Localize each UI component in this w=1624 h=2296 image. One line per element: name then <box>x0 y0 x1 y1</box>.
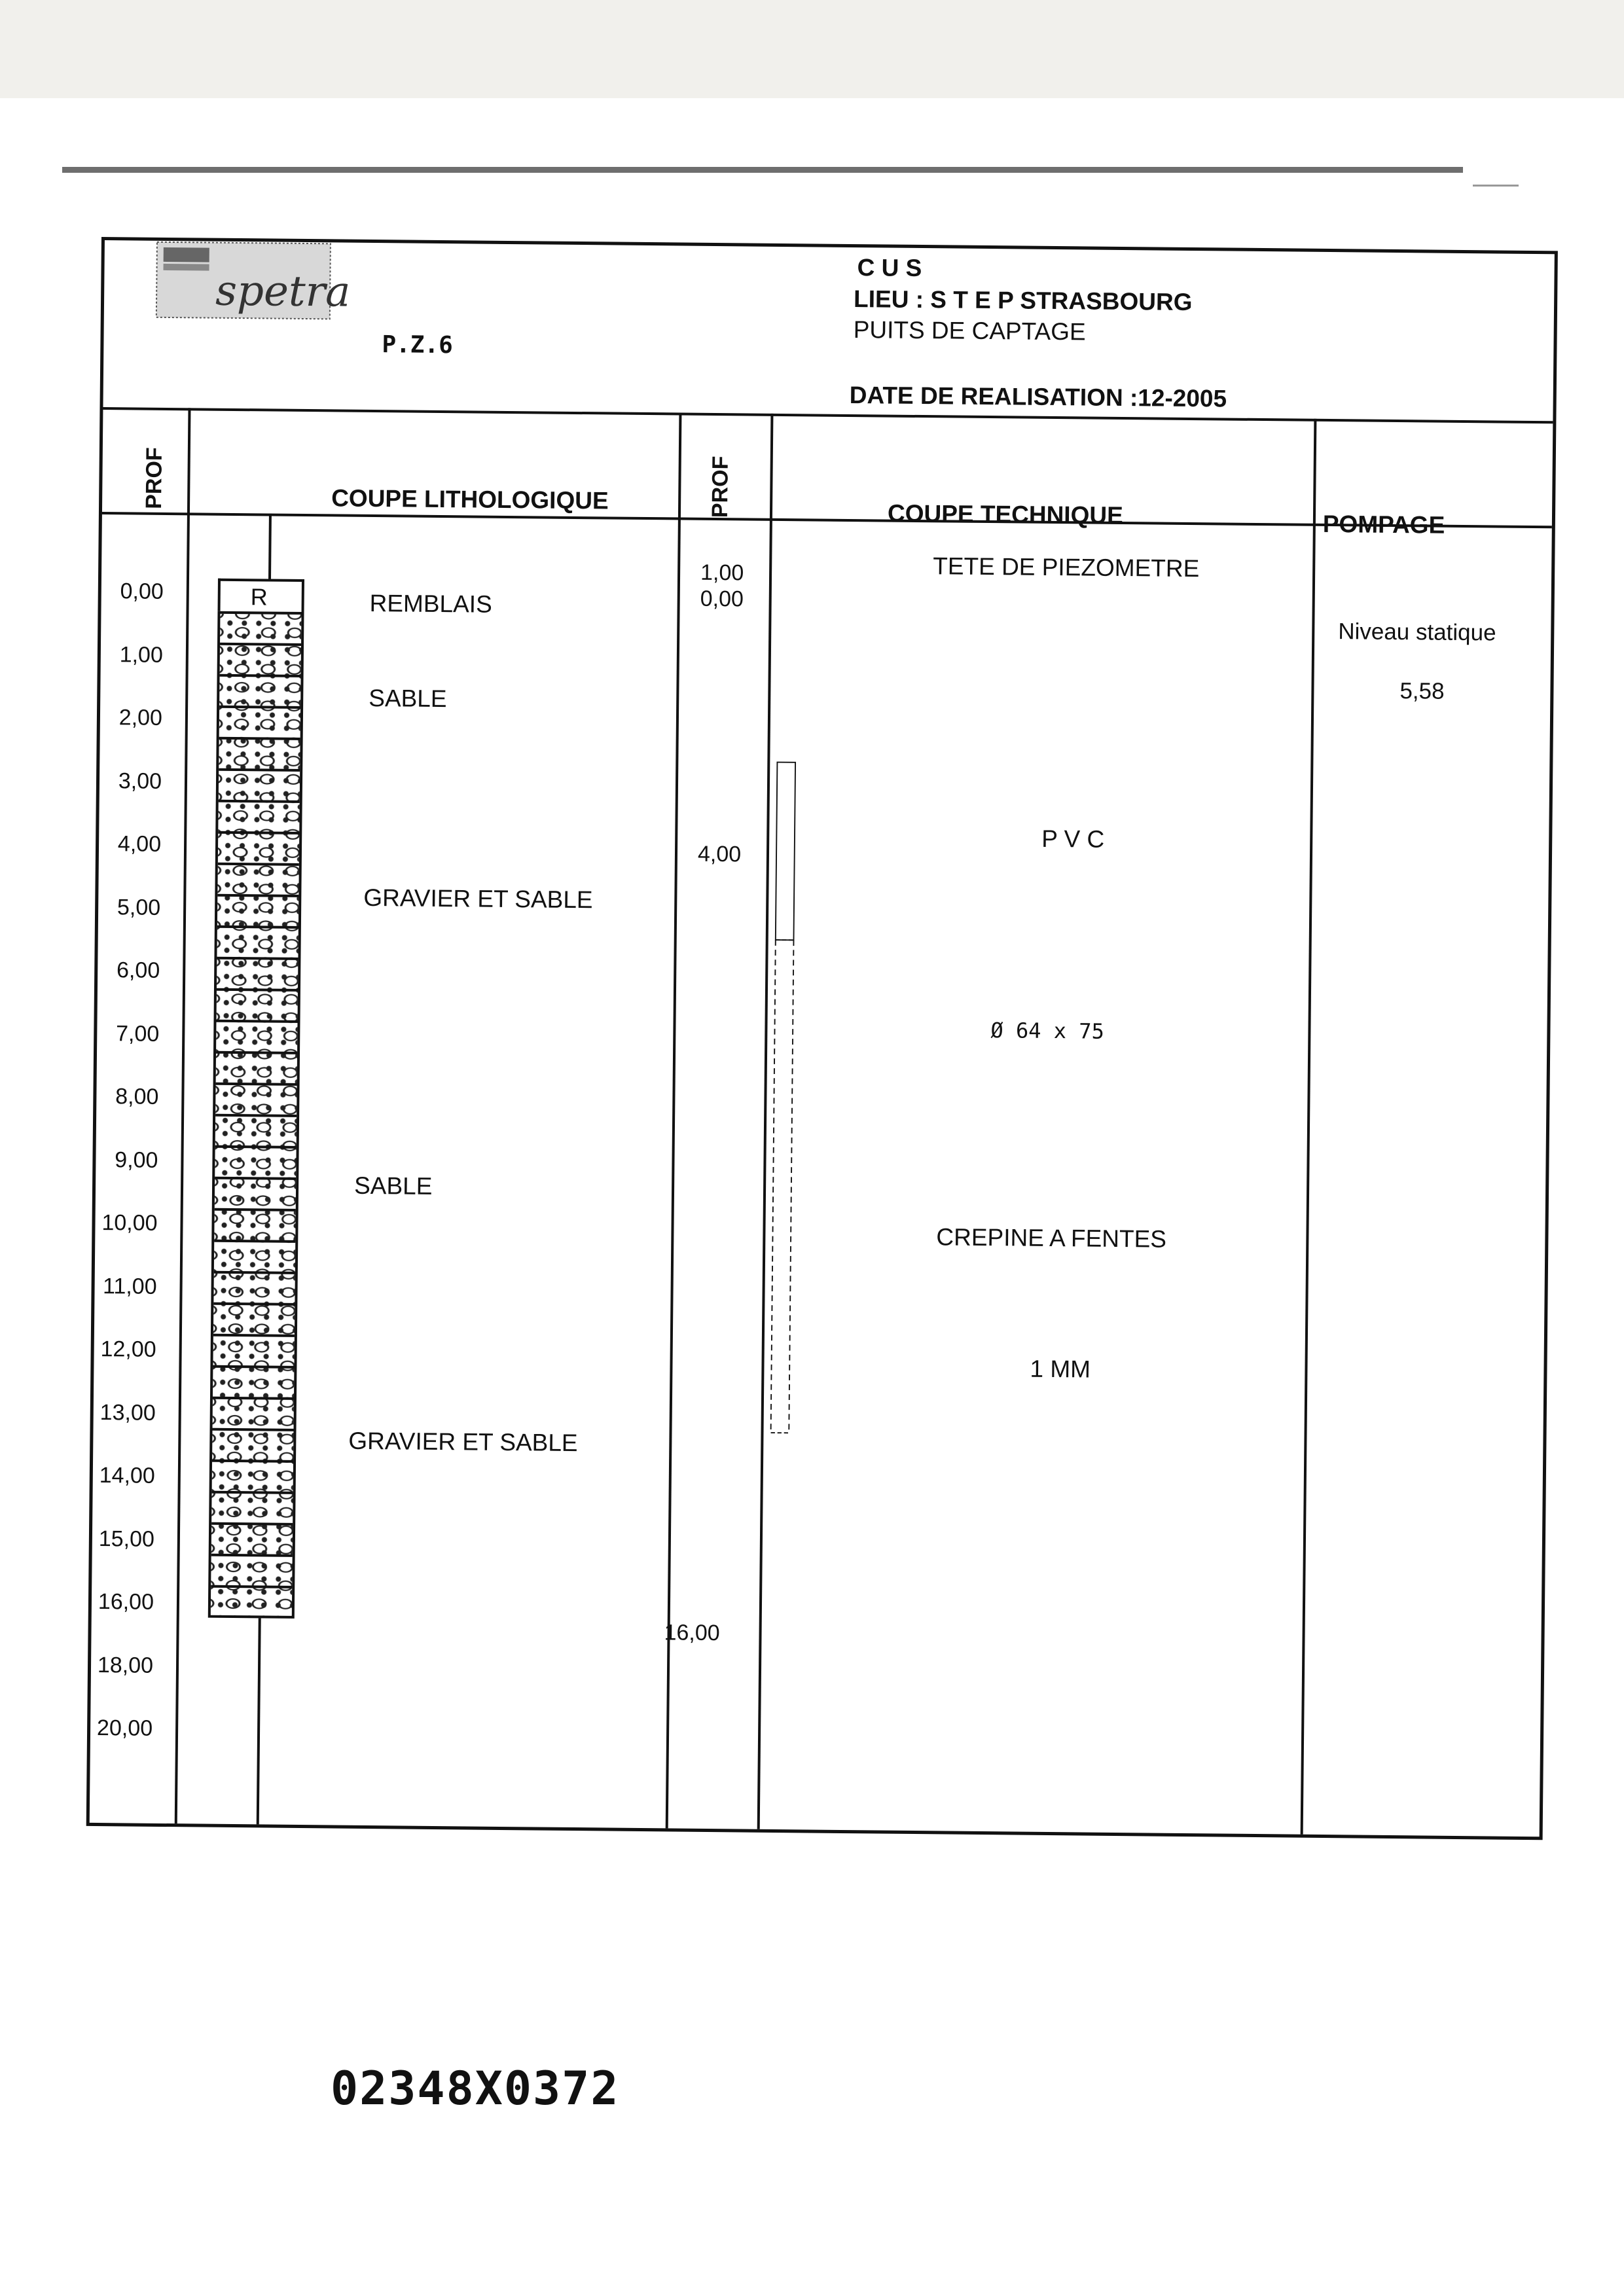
depth-tick-label: 15,00 <box>98 1526 155 1552</box>
litho-header: COUPE LITHOLOGIQUE <box>331 484 609 514</box>
depth-tick-label: 9,00 <box>115 1147 158 1173</box>
header-rule <box>62 167 1463 173</box>
depth-tick-label: 16,00 <box>98 1589 154 1615</box>
litho-label-gravier-2: GRAVIER ET SABLE <box>348 1427 578 1457</box>
technique-divider <box>1301 419 1317 1835</box>
screen-right-wall <box>789 940 793 1433</box>
piezometer-head: TETE DE PIEZOMETRE <box>933 552 1200 583</box>
company-logo <box>156 242 351 319</box>
screen-type: CREPINE A FENTES <box>936 1223 1167 1253</box>
location: LIEU : S T E P STRASBOURG <box>853 285 1193 316</box>
depth-tick-label: 0,00 <box>120 579 164 604</box>
prof-left-divider <box>175 408 191 1823</box>
depth-tick-label: 13,00 <box>99 1399 156 1426</box>
organization: C U S <box>857 254 922 282</box>
litho-label-remblais: REMBLAIS <box>369 589 492 618</box>
scan-top-strip <box>0 0 1624 98</box>
tech-depth-16: 16,00 <box>664 1620 720 1646</box>
depth-tick-label: 1,00 <box>119 641 164 668</box>
depth-tick-label: 5,00 <box>117 894 161 920</box>
depth-tick-label: 12,00 <box>100 1336 156 1362</box>
depth-tick-label: 7,00 <box>115 1020 160 1047</box>
tech-depth-4: 4,00 <box>697 841 742 867</box>
depth-tick-label: 20,00 <box>96 1715 153 1741</box>
tech-depth-0: 0,00 <box>700 586 744 612</box>
piezometer-id: P.Z.6 <box>382 331 454 359</box>
prof-right-header: PROF <box>707 456 733 518</box>
depth-tick-label: 18,00 <box>97 1652 154 1678</box>
litho-label-gravier-1: GRAVIER ET SABLE <box>363 884 593 914</box>
document-id: 02348X0372 <box>331 2062 620 2115</box>
static-level-label: Niveau statique <box>1338 619 1496 646</box>
document-type: PUITS DE CAPTAGE <box>853 316 1086 346</box>
pvc-casing <box>776 762 795 941</box>
logo-text: spetra <box>215 266 351 317</box>
pompage-header: POMPAGE <box>1322 510 1445 539</box>
litho-divider <box>666 412 682 1828</box>
slot-size: 1 MM <box>1030 1355 1091 1383</box>
depth-tick-label: 4,00 <box>117 831 162 857</box>
lithology-pattern <box>208 611 304 1619</box>
casing-material: P V C <box>1041 825 1105 853</box>
borehole-log-frame <box>86 237 1558 1840</box>
depth-tick-label: 10,00 <box>101 1210 158 1236</box>
prof-left-header: PROF <box>141 447 167 509</box>
casing-diameter: Ø 64 x 75 <box>990 1018 1104 1044</box>
technique-header: COUPE TECHNIQUE <box>887 499 1123 529</box>
header-divider <box>103 407 1553 423</box>
remblais-fill <box>217 579 304 615</box>
screen-left-wall <box>771 940 776 1433</box>
depth-tick-label: 2,00 <box>118 705 163 730</box>
pipe-drawing <box>759 565 799 1634</box>
depth-tick-label: 6,00 <box>116 958 160 983</box>
depth-tick-label: 14,00 <box>99 1463 156 1488</box>
depth-tick-label: 11,00 <box>102 1273 157 1299</box>
depth-tick-label: 8,00 <box>115 1084 159 1109</box>
litho-label-sable-2: SABLE <box>353 1172 433 1200</box>
realisation-date: DATE DE REALISATION :12-2005 <box>849 381 1227 412</box>
header-rule-fragment <box>1473 185 1519 187</box>
remblais-code: R <box>250 583 268 611</box>
litho-label-sable-1: SABLE <box>369 684 447 713</box>
static-level-value: 5,58 <box>1399 678 1445 704</box>
tech-depth-1: 1,00 <box>700 560 744 586</box>
depth-tick-label: 3,00 <box>118 768 162 794</box>
